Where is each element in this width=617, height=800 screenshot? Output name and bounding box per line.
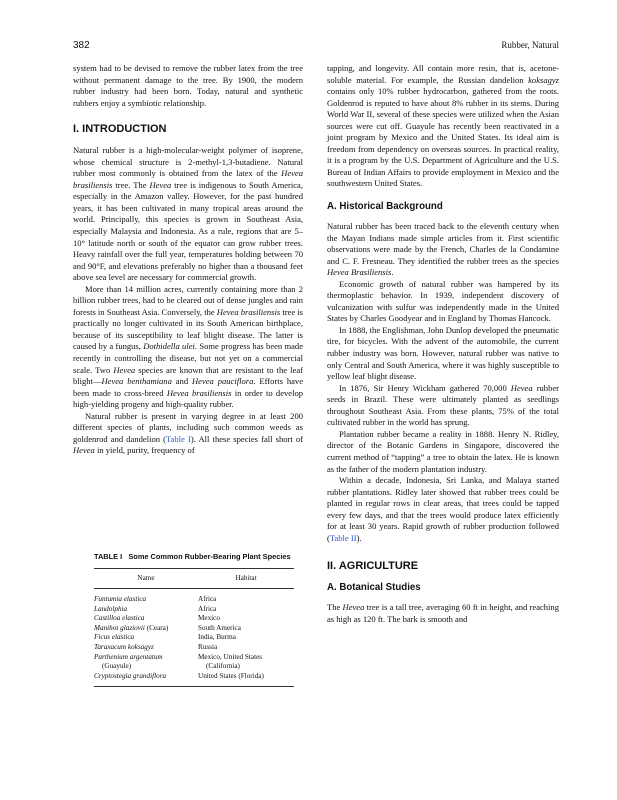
species-habitat: Mexico [198,614,220,623]
table-row [94,633,294,643]
paragraph: Economic growth of natural rubber was hampered by its thermoplastic behavior. In 1939, independent discovery of vulcanization with sulfur was independently made in the United States by Charles Goodyear and in England by Thomas Hancock. [327,278,559,324]
table-row [94,624,294,634]
running-title: Rubber, Natural [501,40,559,50]
paragraph: Natural rubber is present in varying degree in at least 200 different species of plants, including such common weeds as goldenrod and dandelion (Table I). All these species fall short of Hevea in yield, purity, frequency of [73,410,303,456]
table-i [94,552,294,687]
paragraph: Natural rubber is a high-molecular-weight polymer of isoprene, whose chemical structure is 2-methyl-1,3-butadiene. Natural rubber most commonly is obtained from the latex of the Hevea brasiliensis tree. The Hevea tree is indigenous to South America, especially in the Amazon valley. However, for the past hundred years, it has been cultivated in many tropical areas around the world. Principally, this species is grown in Southeast Asia, especially Malaysia and Indonesia. As a rule, regions that are 5–10° latitude north or south of the equator can grow rubber trees. Heavy rainfall over the full year, temperatures holding between 70 and 90°F, and elevations preferably no higher than a thousand feet above sea level are necessary for commercial growth. [73,145,303,283]
intro-paragraph: system had to be devised to remove the rubber latex from the tree without permanent damage to the tree. By 1900, the modern rubber industry had been born. Today, natural and synthetic rubbers enjoy a symbiotic relationship. [73,63,303,108]
subsection-heading-botanical-studies: A. Botanical Studies [327,582,421,594]
paragraph: More than 14 million acres, currently containing more than 2 billion rubber trees, had to be cleared out of dense jungles and rain forests in Southeast Asia. Conversely, the Hevea brasiliensis tree is practically no longer cultivated in its South American birthplace, because of its susceptibility to leaf blight disease. The latter is caused by a fungus, Dothidella ulei. Some progress has been made recently in controlling the disease, but not yet on a commercial scale. Two Hevea species are known that are resistant to the leaf blight—Hevea benthamiana and Hevea pauciflora. Efforts have been made to cross-breed Hevea brasiliensis in order to develop high-yielding progeny and high-quality rubber. [73,283,303,410]
paragraph: Plantation rubber became a reality in 1888. Henry N. Ridley, director of the Botanic Gardens in Singapore, discovered the current method of “tapping” a tree to obtain the latex. He is known as the father of the modern plantation industry. [327,428,559,474]
species-habitat: Mexico, United States (California) [198,652,263,671]
table-row [94,605,294,615]
paragraph: Natural rubber has been traced back to the eleventh century when the Mayan Indians made simple articles from it. First scientific observations were made by the French, Charles de la Condamine and C. F. Fresneau. They identified the rubber trees as the species Hevea Brasiliensis. [327,221,559,278]
table-row [94,672,294,687]
section-heading-introduction: I. INTRODUCTION [73,123,167,136]
table-row [94,614,294,624]
column-header-name: Name [94,568,198,589]
species-name: Landolphia [94,604,128,613]
paragraph: Within a decade, Indonesia, Sri Lanka, and Malaya started rubber plantations. Ridley later showed that rubber trees could be planted in regular rows in clear areas, that trees could be tapped every few days, and that the trees would produce latex efficiently for at least 30 years. Rapid growth of rubber production followed (Table II). [327,475,559,543]
species-habitat: Russia [198,643,218,652]
species-name: Parthenium argentatum (Guayule) [94,652,163,671]
table-caption: TABLE I Some Common Rubber-Bearing Plant Species [94,552,291,561]
species-habitat: South America [198,623,241,632]
column-header-habitat: Habitat [198,568,294,589]
paragraph: In 1888, the Englishman, John Dunlop developed the pneumatic tire, for bicycles. With the advent of the automobile, the current rubber industry was born. However, natural rubber was native to only Central and South America, where it was highly susceptible to yellow leaf blight disease. [327,324,559,382]
species-name: Ficus elastica [94,633,135,642]
subsection-heading-historical-background: A. Historical Background [327,201,443,213]
running-header [73,40,559,54]
species-name: Manihot glaziovii (Ceara) [94,623,169,632]
paragraph: In 1876, Sir Henry Wickham gathered 70,000 Hevea rubber seeds in Brazil. These were ultimately planted as seedlings throughout Southeast Asia. From these plants, 75% of the total cultivated rubber in the world has sprung. [327,382,559,428]
species-name: Funtumia elastica [94,595,147,604]
table-ii-link[interactable]: Table II [329,532,357,543]
table-row [94,643,294,653]
table-row [94,653,294,672]
paragraph: tapping, and longevity. All contain more resin, that is, acetone-soluble material. For example, the Russian dandelion koksagyz contains only 10% rubber hydrocarbon, gathered from the roots. Goldenrod is reputed to have about 8% rubber in its stems. During World War II, several of these species were utilized when the Asian sources were cut off. Guayule has recently been reactivated in a joint program by Mexico and the United States. Its ideal aim is freedom from dependency on overseas sources. In practical reality, it is a program by the U.S. Department of Agriculture and the U.S. Bureau of Indian Affairs to provide employment in Mexico and the southwestern United States. [327,63,559,189]
species-name: Taraxacum koksagyz [94,643,154,652]
species-name: Cryptostegia grandiflora [94,672,198,687]
left-column [73,63,303,457]
page-number: 382 [73,40,90,51]
species-habitat: Africa [198,604,217,613]
table-i-link[interactable]: Table I [165,433,191,444]
species-habitat: United States (Florida) [198,672,294,687]
species-name: Castilloa elastica [94,614,145,623]
species-habitat: Africa [198,595,217,604]
species-table [94,568,294,688]
paragraph: The Hevea tree is a tall tree, averaging 60 ft in height, and reaching as high as 120 ft. The bark is smooth and [327,602,559,624]
right-column [327,63,559,625]
table-row [94,589,294,605]
species-habitat: India, Burma [198,633,236,642]
section-heading-agriculture: II. AGRICULTURE [327,560,419,573]
